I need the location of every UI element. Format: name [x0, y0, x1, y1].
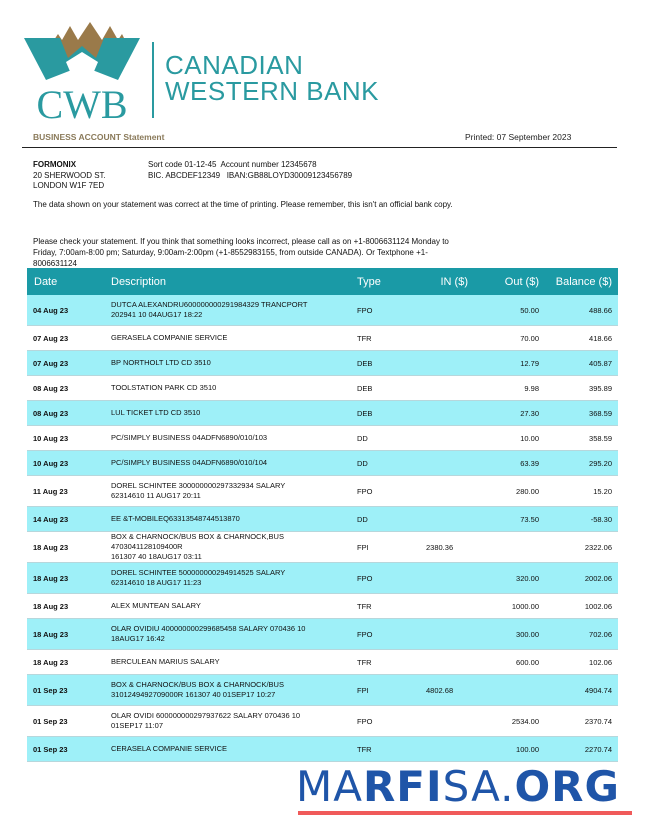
cell-description	[111, 358, 357, 368]
cell-balance: 2370.74	[584, 716, 612, 726]
cell-balance: 2002.06	[584, 573, 612, 583]
header-divider	[22, 147, 617, 148]
cell-type: TFR	[357, 657, 372, 667]
cell-type: FPO	[357, 573, 373, 583]
table-row	[27, 376, 618, 401]
cell-out: 320.00	[516, 573, 539, 583]
cell-out: 100.00	[516, 744, 539, 754]
description-line1: LUL TICKET LTD CD 3510	[111, 408, 201, 417]
cell-balance: 2322.06	[584, 542, 612, 552]
cell-balance: 358.59	[589, 433, 612, 443]
cell-out: 12.79	[520, 358, 539, 368]
cell-type: FPO	[357, 629, 373, 639]
column-header-out: Out ($)	[504, 275, 539, 288]
cell-out: 73.50	[520, 514, 539, 524]
table-row	[27, 675, 618, 706]
cell-balance: 15.20	[593, 486, 612, 496]
cell-out: 600.00	[516, 657, 539, 667]
cell-out: 27.30	[520, 408, 539, 418]
bank-name	[165, 52, 379, 104]
description-line1: PC/SIMPLY BUSINESS 04ADFN6890/010/103	[111, 433, 268, 442]
cell-date: 18 Aug 23	[33, 629, 69, 639]
cell-type: FPO	[357, 486, 373, 496]
cell-date: 01 Sep 23	[33, 744, 68, 754]
cell-balance: 368.59	[589, 408, 612, 418]
cell-balance: 395.89	[589, 383, 612, 393]
cell-description	[111, 601, 357, 611]
cell-description	[111, 711, 357, 731]
cell-description	[111, 383, 357, 393]
bank-name-line1: CANADIAN	[165, 50, 304, 80]
cell-balance: 295.20	[589, 458, 612, 468]
cell-type: FPO	[357, 305, 373, 315]
cell-balance: 488.66	[589, 305, 612, 315]
cell-type: TFR	[357, 333, 372, 343]
cell-type: TFR	[357, 744, 372, 754]
cell-date: 10 Aug 23	[33, 433, 69, 443]
cell-type: FPI	[357, 542, 369, 552]
table-row	[27, 619, 618, 650]
description-line2: 3101249492709000R 161307 40 01SEP17 10:27	[111, 690, 276, 699]
description-line1: CERASELA COMPANIE SERVICE	[111, 744, 228, 753]
cell-date: 07 Aug 23	[33, 358, 69, 368]
table-header	[27, 268, 618, 295]
cell-date: 18 Aug 23	[33, 542, 69, 552]
cell-description	[111, 657, 357, 667]
bic-iban: BIC. ABCDEF12349 IBAN:GB88LOYD30009123456789	[148, 170, 353, 180]
customer-address	[33, 160, 106, 192]
cell-balance: 1002.06	[584, 601, 612, 611]
cell-description	[111, 624, 357, 644]
description-line1: DOREL SCHINTEE 500000000294914525 SALARY	[111, 568, 286, 577]
cell-description	[111, 744, 357, 754]
cell-description	[111, 680, 357, 700]
cell-balance: 702.06	[589, 629, 612, 639]
cell-in: 4802.68	[426, 685, 454, 695]
maple-leaf-w-icon	[22, 18, 142, 122]
description-line1: BERCULEAN MARIUS SALARY	[111, 657, 220, 666]
cell-date: 08 Aug 23	[33, 408, 69, 418]
watermark-part1: MA	[296, 762, 363, 811]
cell-out: 280.00	[516, 486, 539, 496]
table-row	[27, 351, 618, 376]
cell-description	[111, 300, 357, 320]
cell-out: 63.39	[520, 458, 539, 468]
table-row	[27, 476, 618, 507]
table-row	[27, 563, 618, 594]
column-header-balance: Balance ($)	[555, 275, 612, 288]
description-line1: GERASELA COMPANIE SERVICE	[111, 333, 228, 342]
cell-date: 01 Sep 23	[33, 716, 68, 726]
cell-type: DD	[357, 514, 368, 524]
table-row	[27, 295, 618, 326]
cell-out: 9.98	[524, 383, 539, 393]
description-line2: 161307 40 18AUG17 03:11	[111, 552, 202, 561]
cell-type: DEB	[357, 383, 373, 393]
cell-out: 300.00	[516, 629, 539, 639]
table-row	[27, 326, 618, 351]
cell-description	[111, 433, 357, 443]
description-line1: DUTCA ALEXANDRU600000000291984329 TRANCPORT	[111, 300, 308, 309]
cell-type: DD	[357, 458, 368, 468]
cell-balance: 102.06	[589, 657, 612, 667]
cell-type: DEB	[357, 408, 373, 418]
cell-type: FPO	[357, 716, 373, 726]
cell-description	[111, 568, 357, 588]
table-row	[27, 507, 618, 532]
description-line1: BOX & CHARNOCK/BUS BOX & CHARNOCK/BUS	[111, 680, 284, 689]
table-row	[27, 426, 618, 451]
address-line2: LONDON W1F 7ED	[33, 181, 105, 190]
sort-code-account-number: Sort code 01-12-45 Account number 12345678	[148, 160, 317, 169]
description-line1: ALEX MUNTEAN SALARY	[111, 601, 201, 610]
cell-description	[111, 481, 357, 501]
cell-type: TFR	[357, 601, 372, 611]
table-row	[27, 594, 618, 619]
cell-date: 18 Aug 23	[33, 601, 69, 611]
description-line2: 62314610 11 AUG17 20:11	[111, 491, 201, 500]
cell-out: 10.00	[520, 433, 539, 443]
description-line1: TOOLSTATION PARK CD 3510	[111, 383, 217, 392]
cell-date: 11 Aug 23	[33, 486, 68, 496]
transactions-table	[27, 268, 618, 762]
watermark	[296, 762, 620, 811]
table-body	[27, 295, 618, 762]
description-line2: 202941 10 04AUG17 18:22	[111, 310, 203, 319]
cell-description	[111, 458, 357, 468]
cell-out: 50.00	[520, 305, 539, 315]
cell-balance: 405.87	[589, 358, 612, 368]
watermark-part4: ORG	[514, 762, 620, 811]
cell-date: 18 Aug 23	[33, 657, 69, 667]
check-notice: Please check your statement. If you think that something looks incorrect, please call as on +1-8006631124 Monday to Friday, 7:00am-8:00 pm; Saturday, 9:00am-2:00pm (+1-8552983155, from outside CANADA). Or Textphone +1-8006631124	[33, 237, 449, 268]
description-line1: BOX & CHARNOCK/BUS BOX & CHARNOCK,BUS 4703041128109400R	[111, 532, 284, 551]
cell-balance: 4904.74	[584, 685, 612, 695]
cell-date: 04 Aug 23	[33, 305, 69, 315]
column-header-date: Date	[34, 275, 58, 288]
cell-balance: 418.66	[589, 333, 612, 343]
cell-date: 18 Aug 23	[33, 573, 69, 583]
cell-type: FPI	[357, 685, 369, 695]
printed-date: Printed: 07 September 2023	[465, 132, 572, 142]
svg-text:CWB: CWB	[36, 82, 128, 122]
watermark-part3: SA.	[442, 762, 515, 811]
cwb-logo	[22, 18, 142, 122]
logo-divider	[152, 42, 154, 118]
column-header-description: Description	[111, 275, 167, 288]
table-row	[27, 532, 618, 563]
cell-date: 10 Aug 23	[33, 458, 69, 468]
column-header-in: IN ($)	[440, 275, 468, 288]
cell-balance: 2270.74	[584, 744, 612, 754]
cell-date: 14 Aug 23	[33, 514, 69, 524]
customer-name: FORMONIX	[33, 160, 77, 169]
description-line2: 01SEP17 11:07	[111, 721, 163, 730]
description-line1: OLAR OVIDI 600000000297937622 SALARY 070436 10	[111, 711, 301, 720]
cell-balance: -58.30	[590, 514, 612, 524]
statement-title: BUSINESS ACCOUNT Statement	[33, 132, 165, 142]
table-row	[27, 706, 618, 737]
description-line1: EE &T-MOBILEQ63313548744513870	[111, 514, 240, 523]
table-row	[27, 650, 618, 675]
cell-out: 2534.00	[511, 716, 539, 726]
cell-description	[111, 333, 357, 343]
table-row	[27, 451, 618, 476]
cell-type: DEB	[357, 358, 373, 368]
cell-date: 01 Sep 23	[33, 685, 68, 695]
description-line2: 18AUG17 16:42	[111, 634, 165, 643]
column-header-type: Type	[357, 275, 381, 288]
cell-description	[111, 532, 357, 562]
table-row	[27, 401, 618, 426]
address-line1: 20 SHERWOOD ST.	[33, 170, 106, 180]
account-details	[148, 160, 352, 181]
bank-name-line2: WESTERN BANK	[165, 76, 380, 106]
description-line1: DOREL SCHINTEE 300000000297332934 SALARY	[111, 481, 286, 490]
cell-in: 2380.36	[426, 542, 454, 552]
description-line2: 62314610 18 AUG17 11:23	[111, 578, 202, 587]
description-line1: PC/SIMPLY BUSINESS 04ADFN6890/010/104	[111, 458, 268, 467]
cell-description	[111, 514, 357, 524]
cell-date: 07 Aug 23	[33, 333, 69, 343]
cell-type: DD	[357, 433, 368, 443]
cell-out: 1000.00	[511, 601, 539, 611]
cell-out: 70.00	[520, 333, 539, 343]
watermark-part2: RFI	[362, 762, 443, 811]
data-notice: The data shown on your statement was correct at the time of printing. Please remember, this isn't an official bank copy.	[33, 200, 453, 209]
cell-date: 08 Aug 23	[33, 383, 69, 393]
description-line1: OLAR OVIDIU 400000000299685458 SALARY 070436 10	[111, 624, 306, 633]
watermark-underline	[298, 811, 632, 815]
table-row	[27, 737, 618, 762]
description-line1: BP NORTHOLT LTD CD 3510	[111, 358, 211, 367]
cell-description	[111, 408, 357, 418]
